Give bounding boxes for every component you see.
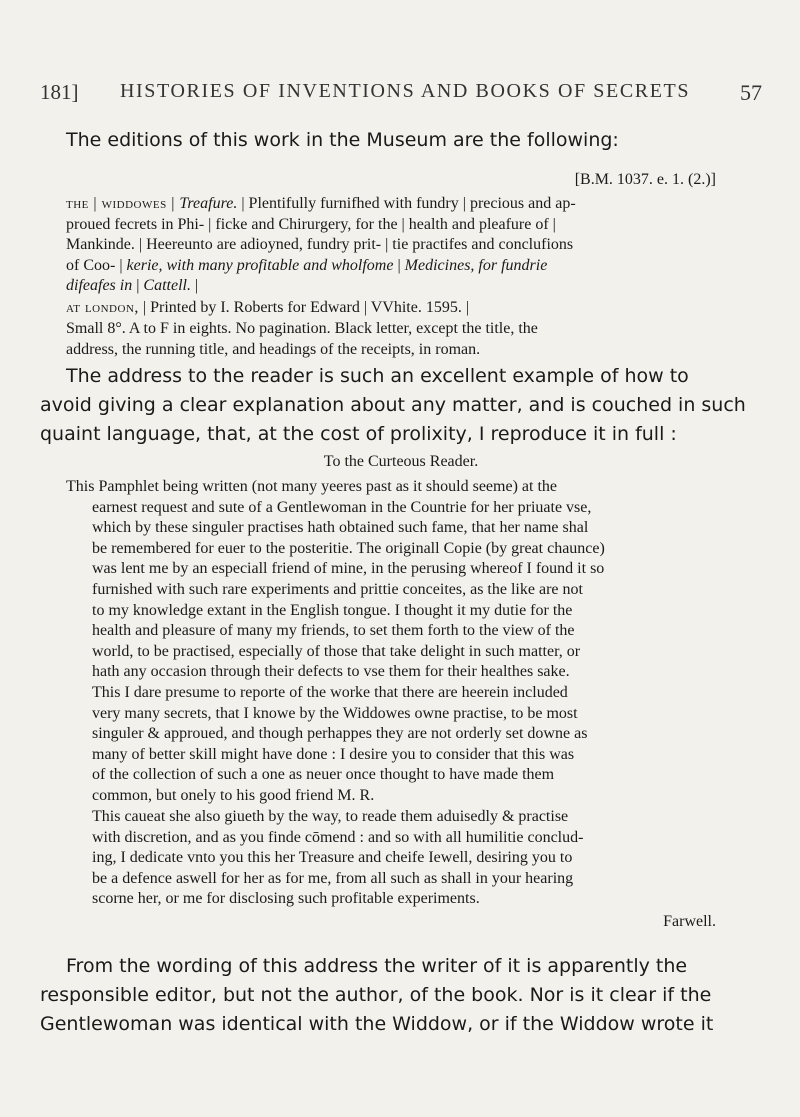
commentary-paragraph-1: The address to the reader is such an excellent example of how to avoid giving a clear explanation about any matter, and is couched in such quaint language, that, at the cost of prolixity, I reproduce it in full : bbox=[40, 365, 746, 445]
running-head bbox=[40, 76, 762, 108]
commentary-paragraph-2: From the wording of this address the writer of it is apparently the responsible editor, but not the author, of the book. Nor is it clear if the Gentlewoman was identical with the Widdow, or if the Widdow wrote it bbox=[40, 955, 714, 1035]
page-number: 57 bbox=[740, 80, 762, 105]
imprint: at london, | Printed by I. Roberts for Edward | VVhite. 1595. | bbox=[66, 299, 470, 316]
address-heading: To the Curteous Reader. bbox=[323, 453, 479, 470]
address-paragraph-2: This caueat she also giueth by the way, to reade them aduisedly & practise with discretion, and as you finde cōmend : and so with all humilitie conclud- ing, I dedicate vnto you this her Treasure and cheife Iewell, desiring you to be a defence aswell for her as for me, from all such as shall in your hearing scorne her, or me for disclosing such profitable experiments. bbox=[92, 808, 584, 908]
shelfmark: [B.M. 1037. e. 1. (2.)] bbox=[574, 171, 716, 188]
section-number: 181] bbox=[40, 80, 79, 104]
title-entry: the | widdowes | Treafure. | Plentifully furnifhed with fundry | precious and ap- proued fecrets in Phi- | ficke and Chirurgery, for the | health and pleafure of | Mankinde. | Heereunto are adioyned, fundry prit- | tie practifes and conclufions of Coo- | kerie, with many profitable and wholfome | Medicines, for fundrie difeafes in | Cattell. | bbox=[66, 195, 576, 295]
running-title: HISTORIES OF INVENTIONS AND BOOKS OF SECRETS bbox=[120, 80, 691, 102]
bibliographic-description: Small 8°. A to F in eights. No pagination. Black letter, except the title, the address, the running title, and headings of the receipts, in roman. bbox=[66, 320, 538, 358]
address-paragraph-1: This Pamphlet being written (not many yeeres past as it should seeme) at the earnest request and sute of a Gentlewoman in the Countrie for her priuate vse, which by these singuler practises hath obtained such fame, that her name shal be remembered for euer to the posteritie. The originall Copie (by great chaunce) was lent me by an especiall friend of mine, in the perusing whereof I found it so furnished with such rare experiments and prittie conceites, as the like are not to my knowledge extant in the English tongue. I thought it my dutie for the health and pleasure of many my friends, to set them forth to the view of the world, to be practised, especially of those that take delight in such matter, or hath any occasion through their defects to vse them for their healthes sake. This I dare presume to reporte of the worke that there are heerein included very many secrets, that I knowe by the Widdowes owne practise, to be most singuler & approued, and though perhappes they are not orderly set downe as many of better skill might have done : I desire you to consider that this was of the collection of such a one as neuer once thought to have made them common, but onely to his good friend M. R. bbox=[66, 478, 605, 804]
farewell: Farwell. bbox=[663, 913, 716, 930]
intro-sentence: The editions of this work in the Museum are the following: bbox=[66, 129, 619, 151]
